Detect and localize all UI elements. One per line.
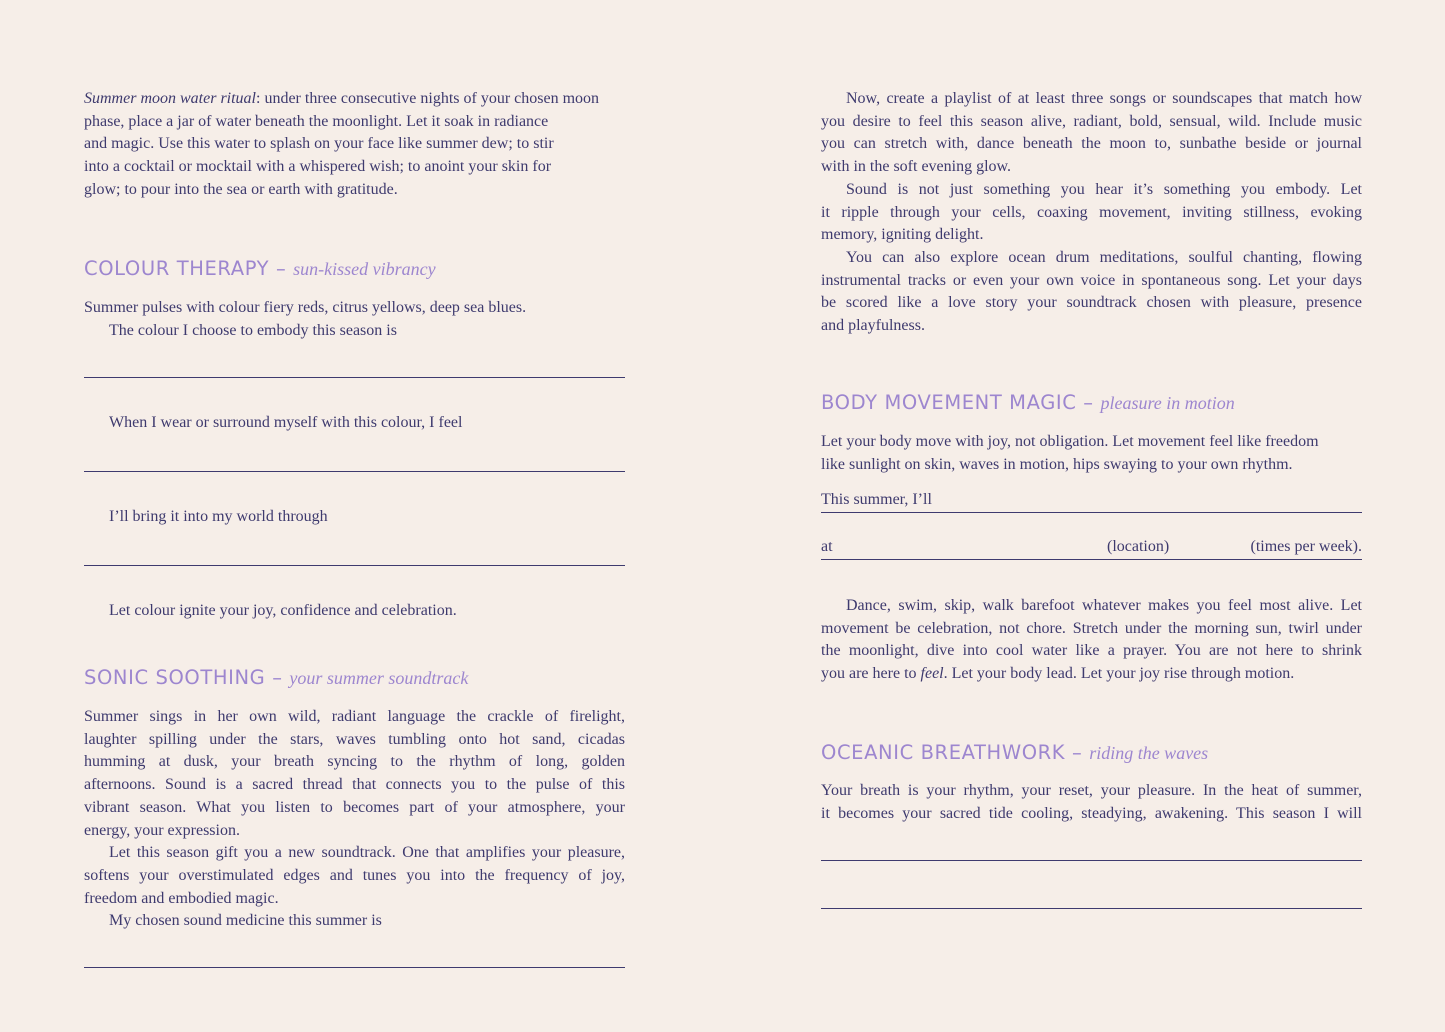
colour-answer-line[interactable] — [84, 377, 625, 378]
body-line: My chosen sound medicine this summer is — [109, 912, 382, 930]
location-answer-line[interactable] — [821, 559, 1362, 560]
ritual-line: phase, place a jar of water beneath the moonlight. Let it soak in radiance — [84, 112, 549, 130]
colour-closing-text: Let colour ignite your joy, confidence and celebration. — [109, 602, 457, 619]
heading-dash: – — [1072, 741, 1083, 764]
left-page — [84, 0, 625, 1032]
line-start: you are here to — [821, 665, 921, 683]
breathwork-answer-line-1[interactable] — [821, 860, 1362, 861]
ritual-line: and magic. Use this water to splash on your face like summer dew; to stir — [84, 135, 554, 153]
body-line: movement be celebration, not chore. Stretch under the morning sun, twirl under — [821, 619, 1362, 637]
heading-subtitle: riding the waves — [1089, 743, 1209, 763]
ritual-title: Summer moon water ritual — [84, 90, 256, 107]
line-end: . Let your body lead. Let your joy rise through motion. — [943, 665, 1295, 683]
body-line — [821, 663, 1362, 686]
sonic-soothing-heading — [84, 666, 468, 689]
body-line: Let this season gift you a new soundtrack. One that amplifies your pleasure, — [109, 844, 625, 862]
intro-line: like sunlight on skin, waves in motion, hips swaying to your own rhythm. — [821, 455, 1293, 473]
body-movement-paragraph — [821, 595, 1362, 686]
body-line: and playfulness. — [821, 317, 925, 335]
body-line: be scored like a love story your soundtrack chosen with pleasure, presence — [821, 294, 1362, 312]
body-line: it ripple through your cells, coaxing movement, inviting stillness, evoking — [821, 203, 1362, 221]
body-line: Sound is not just something you hear it’s something you embody. Let — [846, 180, 1362, 198]
oceanic-breathwork-paragraph — [821, 780, 1362, 825]
heading-text: OCEANIC BREATHWORK — [821, 741, 1066, 764]
heading-text: SONIC SOOTHING — [84, 666, 266, 689]
heading-subtitle: your summer soundtrack — [289, 668, 469, 688]
intro-line: Summer pulses with colour fiery reds, citrus yellows, deep sea blues. — [84, 299, 527, 316]
feel-emphasis: feel — [920, 665, 944, 683]
body-line: softens your overstimulated edges and tunes you into the frequency of joy, — [84, 866, 625, 884]
breathwork-answer-line-2[interactable] — [821, 908, 1362, 909]
heading-subtitle: pleasure in motion — [1100, 393, 1235, 413]
body-line: Now, create a playlist of at least three songs or soundscapes that match how — [846, 90, 1362, 107]
location-label: (location) — [1107, 538, 1170, 555]
colour-bring-prompt: I’ll bring it into my world through — [109, 508, 328, 525]
body-line: afternoons. Sound is a sacred thread that connects you to the pulse of this — [84, 776, 625, 794]
colour-therapy-intro — [84, 297, 625, 342]
body-line: Summer sings in her own wild, radiant language the crackle of firelight, — [84, 708, 625, 725]
body-line: laughter spilling under the stars, waves tumbling onto hot sand, cicadas — [84, 730, 625, 748]
feel-answer-line[interactable] — [84, 471, 625, 472]
times-per-week-label: (times per week). — [1250, 538, 1362, 555]
intro-line: Let your body move with joy, not obligation. Let movement feel like freedom — [821, 433, 1319, 450]
body-line: instrumental tracks or even your own voice in spontaneous song. Let your days — [821, 271, 1362, 289]
body-line: freedom and embodied magic. — [84, 889, 279, 907]
location-frequency-row — [821, 538, 1362, 560]
body-line: Your breath is your rhythm, your reset, your pleasure. In the heat of summer, — [821, 782, 1362, 799]
this-summer-label: This summer, I’ll — [821, 491, 932, 508]
heading-text: COLOUR THERAPY — [84, 257, 270, 280]
body-line: with in the soft evening glow. — [821, 158, 1012, 176]
body-line: You can also explore ocean drum meditations, soulful chanting, flowing — [846, 248, 1362, 266]
movement-answer-line[interactable] — [821, 512, 1362, 513]
colour-feel-prompt: When I wear or surround myself with this colour, I feel — [109, 414, 463, 431]
body-line: it becomes your sacred tide cooling, steadying, awakening. This season I will — [821, 804, 1362, 822]
right-page — [821, 0, 1362, 1032]
body-line: Dance, swim, skip, walk barefoot whatever makes you feel most alive. Let — [846, 597, 1362, 614]
movement-commitment-row — [821, 491, 1362, 513]
body-movement-intro — [821, 431, 1362, 476]
body-line: memory, igniting delight. — [821, 226, 984, 244]
intro-line: The colour I choose to embody this season is — [109, 321, 397, 339]
body-line: you can stretch with, dance beneath the moon to, sunbathe beside or journal — [821, 135, 1362, 153]
heading-dash: – — [275, 257, 287, 280]
sound-medicine-answer-line[interactable] — [84, 967, 625, 968]
sonic-soothing-paragraph — [84, 706, 625, 933]
ritual-line: : under three consecutive nights of your chosen moon — [256, 90, 600, 107]
body-movement-heading — [821, 391, 1235, 414]
ritual-line: glow; to pour into the sea or earth with gratitude. — [84, 180, 398, 198]
body-line: the moonlight, dive into cool water like a prayer. You are not here to shrink — [821, 642, 1362, 660]
playlist-paragraph — [821, 88, 1362, 338]
body-line: energy, your expression. — [84, 821, 240, 839]
body-line: you desire to feel this season alive, radiant, bold, sensual, wild. Include music — [821, 112, 1362, 130]
oceanic-breathwork-heading — [821, 741, 1208, 764]
heading-dash: – — [272, 666, 283, 689]
bring-answer-line[interactable] — [84, 565, 625, 566]
at-label: at — [821, 538, 833, 555]
heading-dash: – — [1083, 391, 1094, 414]
heading-text: BODY MOVEMENT MAGIC — [821, 391, 1077, 414]
moon-water-ritual-paragraph — [84, 88, 625, 202]
body-line: humming at dusk, your breath syncing to the rhythm of long, golden — [84, 753, 625, 771]
body-line: vibrant season. What you listen to becomes part of your atmosphere, your — [84, 798, 625, 816]
heading-subtitle: sun-kissed vibrancy — [293, 259, 436, 279]
colour-therapy-heading — [84, 257, 436, 280]
ritual-line: into a cocktail or mocktail with a whispered wish; to anoint your skin for — [84, 158, 552, 176]
